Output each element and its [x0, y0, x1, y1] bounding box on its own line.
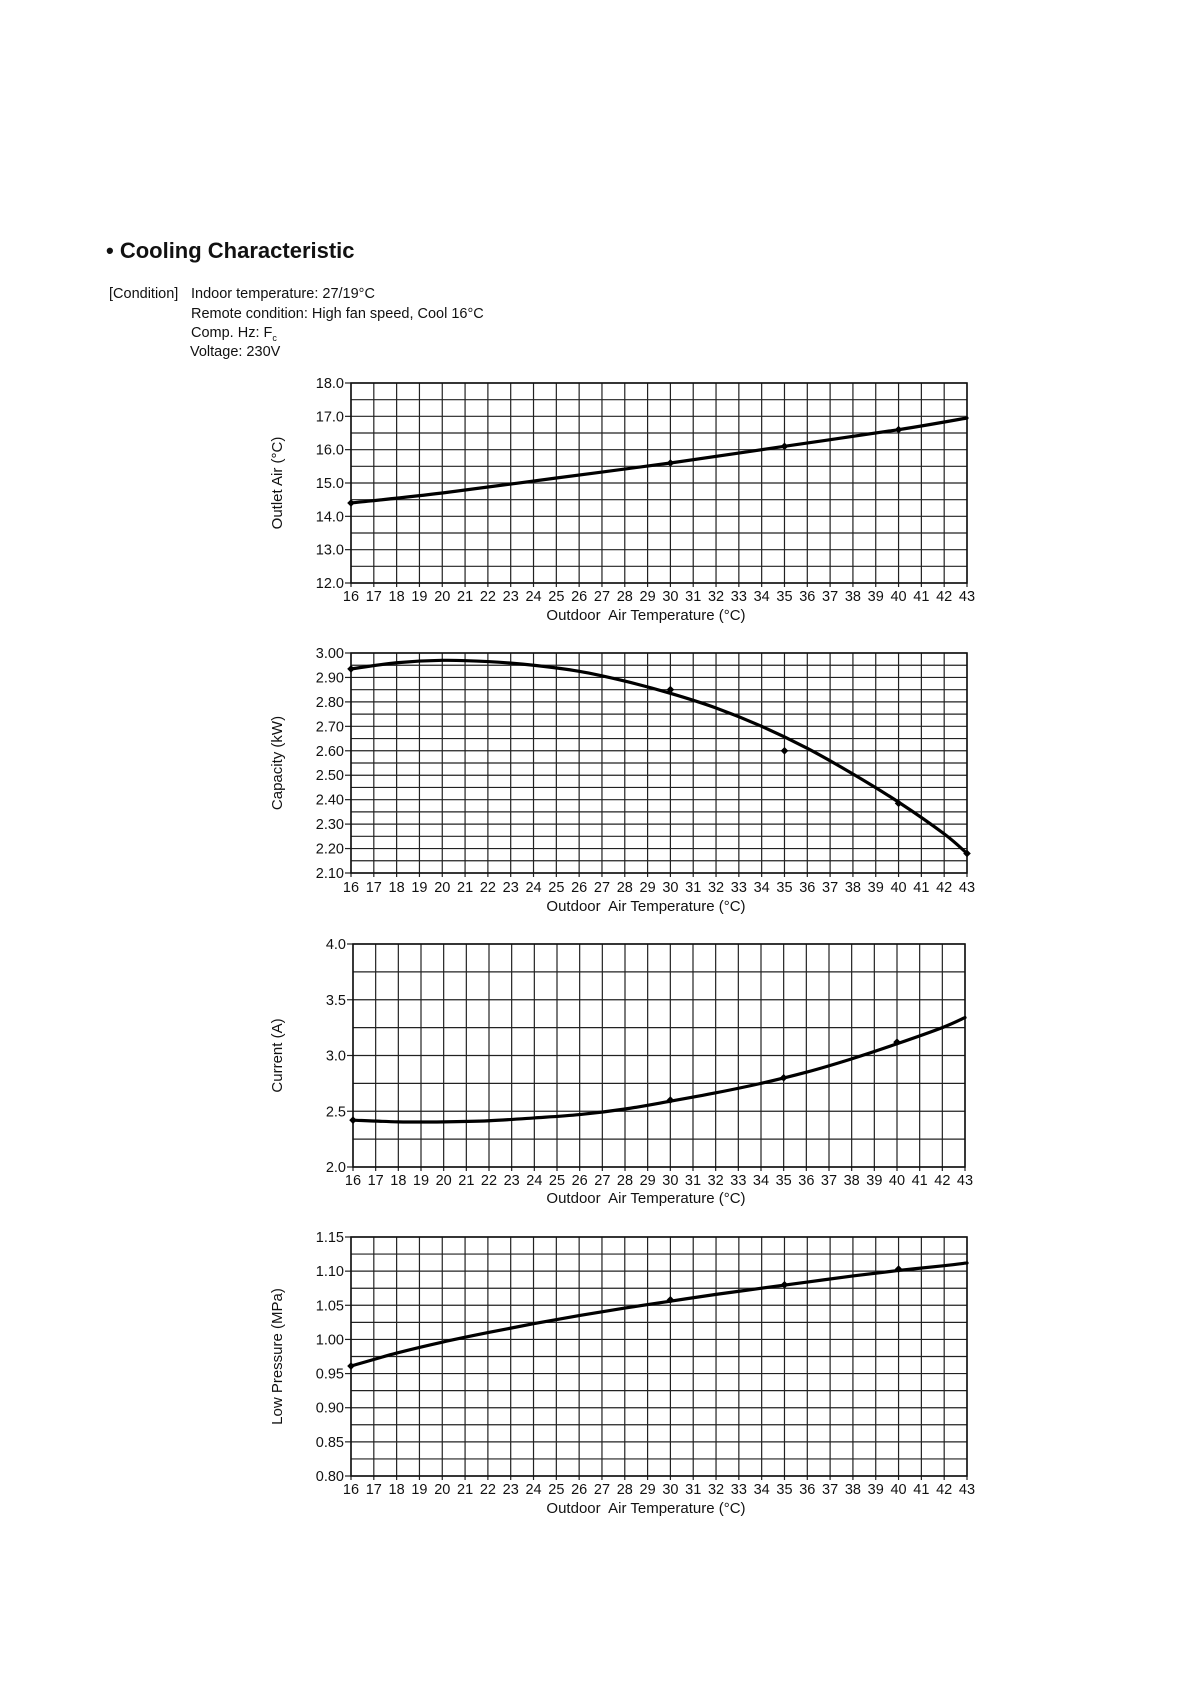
outlet-air-x-tick-label: 17	[365, 589, 382, 605]
low-pressure-x-tick-label: 39	[867, 1482, 884, 1498]
condition-remote: Remote condition: High fan speed, Cool 16°C	[191, 306, 484, 322]
condition-indoor-temperature: Indoor temperature: 27/19°C	[191, 286, 375, 302]
outlet-air-y-tick-label: 18.0	[315, 376, 344, 392]
low-pressure-y-tick-label: 0.85	[315, 1434, 344, 1451]
outlet-air-x-tick-label: 23	[502, 589, 519, 605]
low-pressure-y-tick-label: 1.00	[315, 1332, 344, 1349]
outlet-air-x-tick-label: 22	[479, 589, 496, 605]
low-pressure-x-tick-label: 32	[707, 1482, 725, 1498]
current-x-tick-label: 43	[956, 1173, 974, 1189]
low-pressure-x-tick-label: 36	[799, 1482, 816, 1498]
outlet-air-y-axis-label: Outlet Air (°C)	[269, 436, 286, 530]
current-x-tick-label: 42	[934, 1173, 951, 1189]
low-pressure-x-tick-label: 20	[434, 1482, 451, 1498]
capacity-y-tick-label: 2.90	[315, 670, 344, 687]
outlet-air-x-tick-label: 18	[388, 589, 405, 605]
current-x-tick-label: 34	[752, 1173, 770, 1189]
capacity-y-tick-label: 2.60	[315, 743, 344, 760]
outlet-air-y-tick-label: 13.0	[315, 542, 344, 559]
comp-hz-subscript: c	[272, 332, 277, 343]
current-x-tick-label: 41	[911, 1173, 928, 1189]
outlet-air-x-tick-label: 27	[593, 589, 611, 605]
low-pressure-y-tick-label: 1.05	[315, 1298, 344, 1315]
low-pressure-x-tick-label: 19	[411, 1482, 428, 1498]
outlet-air-x-tick-label: 24	[525, 589, 542, 605]
capacity-x-tick-label: 19	[411, 880, 428, 896]
capacity-x-tick-label: 40	[890, 880, 907, 896]
low-pressure-series-line	[351, 1263, 967, 1366]
low-pressure-x-tick-label: 42	[936, 1482, 953, 1498]
current-x-tick-label: 21	[458, 1173, 475, 1189]
low-pressure-x-axis-label: Outdoor Air Temperature (°C)	[546, 1500, 746, 1517]
outlet-air-x-tick-label: 41	[913, 589, 930, 605]
low-pressure-x-tick-label: 41	[913, 1482, 930, 1498]
low-pressure-y-tick-label: 0.80	[315, 1469, 344, 1485]
capacity-x-tick-label: 17	[365, 880, 382, 896]
outlet-air-x-tick-label: 20	[434, 589, 451, 605]
capacity-x-tick-label: 18	[388, 880, 405, 896]
low-pressure-x-tick-label: 17	[365, 1482, 382, 1498]
outlet-air-x-tick-label: 35	[776, 589, 793, 605]
outlet-air-x-tick-label: 37	[822, 589, 839, 605]
low-pressure-x-tick-label: 35	[776, 1482, 793, 1498]
current-y-tick-label: 2.0	[325, 1160, 346, 1176]
outlet-air-x-tick-label: 36	[799, 589, 816, 605]
capacity-x-tick-label: 26	[571, 880, 588, 896]
current-x-tick-label: 36	[798, 1173, 815, 1189]
condition-label: [Condition]	[109, 286, 179, 302]
outlet-air-x-tick-label: 34	[753, 589, 770, 605]
current-x-tick-label: 32	[707, 1173, 724, 1189]
current-x-tick-label: 40	[888, 1173, 906, 1189]
outlet-air-x-tick-label: 16	[342, 589, 360, 605]
low-pressure-x-tick-label: 31	[685, 1482, 702, 1498]
capacity-y-tick-label: 2.40	[315, 792, 344, 809]
current-y-tick-label: 2.5	[325, 1104, 346, 1121]
outlet-air-x-tick-label: 21	[457, 589, 474, 605]
outlet-air-x-tick-label: 31	[685, 589, 702, 605]
low-pressure-data-point	[781, 1281, 789, 1289]
low-pressure-y-tick-label: 0.90	[315, 1400, 344, 1417]
low-pressure-y-tick-label: 1.10	[315, 1264, 344, 1281]
capacity-y-tick-label: 2.10	[315, 866, 344, 882]
capacity-x-tick-label: 27	[593, 880, 611, 896]
low-pressure-x-tick-label: 38	[844, 1482, 861, 1498]
outlet-air-x-tick-label: 29	[639, 589, 656, 605]
current-x-tick-label: 25	[548, 1173, 566, 1189]
low-pressure-y-tick-label: 0.95	[315, 1366, 344, 1383]
section-title: • Cooling Characteristic	[106, 238, 355, 263]
comp-hz-text: Comp. Hz: F	[191, 325, 273, 341]
low-pressure-x-tick-label: 40	[890, 1482, 907, 1498]
outlet-air-x-tick-label: 26	[571, 589, 588, 605]
current-x-tick-label: 19	[412, 1173, 430, 1189]
capacity-x-tick-label: 21	[457, 880, 474, 896]
outlet-air-x-tick-label: 25	[548, 589, 565, 605]
low-pressure-x-tick-label: 18	[388, 1482, 405, 1498]
capacity-x-tick-label: 41	[913, 880, 930, 896]
current-x-tick-label: 29	[639, 1173, 656, 1189]
low-pressure-x-tick-label: 22	[479, 1482, 496, 1498]
outlet-air-x-axis-label: Outdoor Air Temperature (°C)	[546, 607, 746, 624]
low-pressure-x-tick-label: 43	[958, 1482, 976, 1498]
capacity-y-tick-label: 2.20	[315, 841, 344, 858]
capacity-y-axis-label: Capacity (kW)	[269, 715, 286, 811]
capacity-x-tick-label: 16	[342, 880, 360, 896]
low-pressure-x-tick-label: 23	[502, 1482, 519, 1498]
low-pressure-x-tick-label: 21	[457, 1482, 474, 1498]
outlet-air-x-tick-label: 42	[936, 589, 953, 605]
low-pressure-x-tick-label: 27	[593, 1482, 611, 1498]
current-y-tick-label: 4.0	[325, 937, 346, 953]
capacity-x-tick-label: 43	[958, 880, 976, 896]
low-pressure-x-tick-label: 25	[548, 1482, 565, 1498]
capacity-x-axis-label: Outdoor Air Temperature (°C)	[546, 898, 746, 915]
current-x-tick-label: 35	[775, 1173, 792, 1189]
current-x-tick-label: 33	[730, 1173, 747, 1189]
low-pressure-x-tick-label: 29	[639, 1482, 656, 1498]
low-pressure-y-tick-label: 1.15	[315, 1230, 344, 1246]
capacity-x-tick-label: 30	[662, 880, 679, 896]
outlet-air-y-tick-label: 14.0	[315, 509, 344, 526]
capacity-x-tick-label: 20	[434, 880, 451, 896]
outlet-air-x-tick-label: 43	[958, 589, 976, 605]
capacity-x-tick-label: 39	[867, 880, 884, 896]
capacity-x-tick-label: 24	[525, 880, 542, 896]
outlet-air-x-tick-label: 19	[411, 589, 428, 605]
capacity-y-tick-label: 2.30	[315, 817, 344, 834]
outlet-air-x-tick-label: 28	[616, 589, 633, 605]
low-pressure-x-tick-label: 16	[342, 1482, 360, 1498]
current-x-tick-label: 18	[390, 1173, 407, 1189]
current-x-tick-label: 30	[662, 1173, 679, 1189]
current-y-axis-label: Current (A)	[269, 1018, 286, 1093]
capacity-x-tick-label: 33	[730, 880, 747, 896]
outlet-air-x-tick-label: 30	[662, 589, 679, 605]
low-pressure-x-tick-label: 30	[662, 1482, 679, 1498]
current-x-tick-label: 38	[843, 1173, 860, 1189]
low-pressure-y-axis-label: Low Pressure (MPa)	[269, 1288, 286, 1425]
outlet-air-x-tick-label: 38	[844, 589, 861, 605]
current-x-tick-label: 22	[480, 1173, 498, 1189]
current-x-tick-label: 17	[367, 1173, 384, 1189]
current-x-tick-label: 39	[866, 1173, 883, 1189]
current-x-tick-label: 28	[616, 1173, 634, 1189]
current-x-tick-label: 27	[594, 1173, 611, 1189]
outlet-air-y-tick-label: 17.0	[315, 409, 344, 426]
low-pressure-x-tick-label: 24	[525, 1482, 542, 1498]
capacity-x-tick-label: 35	[776, 880, 793, 896]
current-y-tick-label: 3.5	[325, 992, 346, 1009]
current-x-tick-label: 31	[684, 1173, 702, 1189]
low-pressure-x-tick-label: 28	[616, 1482, 633, 1498]
capacity-x-tick-label: 37	[822, 880, 839, 896]
low-pressure-x-tick-label: 34	[753, 1482, 770, 1498]
capacity-x-tick-label: 31	[685, 880, 702, 896]
capacity-x-tick-label: 36	[799, 880, 816, 896]
current-x-tick-label: 37	[820, 1173, 838, 1189]
low-pressure-x-tick-label: 37	[822, 1482, 839, 1498]
low-pressure-x-tick-label: 26	[571, 1482, 588, 1498]
capacity-x-tick-label: 23	[502, 880, 519, 896]
capacity-x-tick-label: 34	[753, 880, 770, 896]
outlet-air-x-tick-label: 33	[730, 589, 747, 605]
capacity-y-tick-label: 2.80	[315, 694, 344, 711]
capacity-y-tick-label: 3.00	[315, 646, 344, 662]
outlet-air-y-tick-label: 12.0	[315, 576, 344, 592]
current-x-axis-label: Outdoor Air Temperature (°C)	[546, 1190, 746, 1207]
capacity-x-tick-label: 22	[479, 880, 496, 896]
capacity-y-tick-label: 2.70	[315, 719, 344, 736]
capacity-x-tick-label: 28	[616, 880, 633, 896]
current-x-tick-label: 20	[435, 1173, 452, 1189]
outlet-air-x-tick-label: 39	[867, 589, 884, 605]
current-x-tick-label: 26	[571, 1173, 588, 1189]
outlet-air-x-tick-label: 40	[890, 589, 907, 605]
condition-voltage: Voltage: 230V	[190, 344, 281, 360]
current-x-tick-label: 16	[344, 1173, 362, 1189]
current-y-tick-label: 3.0	[325, 1048, 346, 1065]
outlet-air-y-tick-label: 15.0	[315, 476, 344, 492]
capacity-x-tick-label: 32	[707, 880, 725, 896]
capacity-x-tick-label: 42	[936, 880, 953, 896]
low-pressure-data-point	[347, 1362, 355, 1370]
low-pressure-x-tick-label: 33	[730, 1482, 747, 1498]
capacity-x-tick-label: 38	[844, 880, 861, 896]
capacity-x-tick-label: 29	[639, 880, 656, 896]
outlet-air-y-tick-label: 16.0	[315, 442, 344, 459]
capacity-x-tick-label: 25	[548, 880, 565, 896]
outlet-air-x-tick-label: 32	[707, 589, 725, 605]
current-x-tick-label: 23	[503, 1173, 520, 1189]
current-x-tick-label: 24	[526, 1173, 543, 1189]
capacity-y-tick-label: 2.50	[315, 768, 344, 785]
